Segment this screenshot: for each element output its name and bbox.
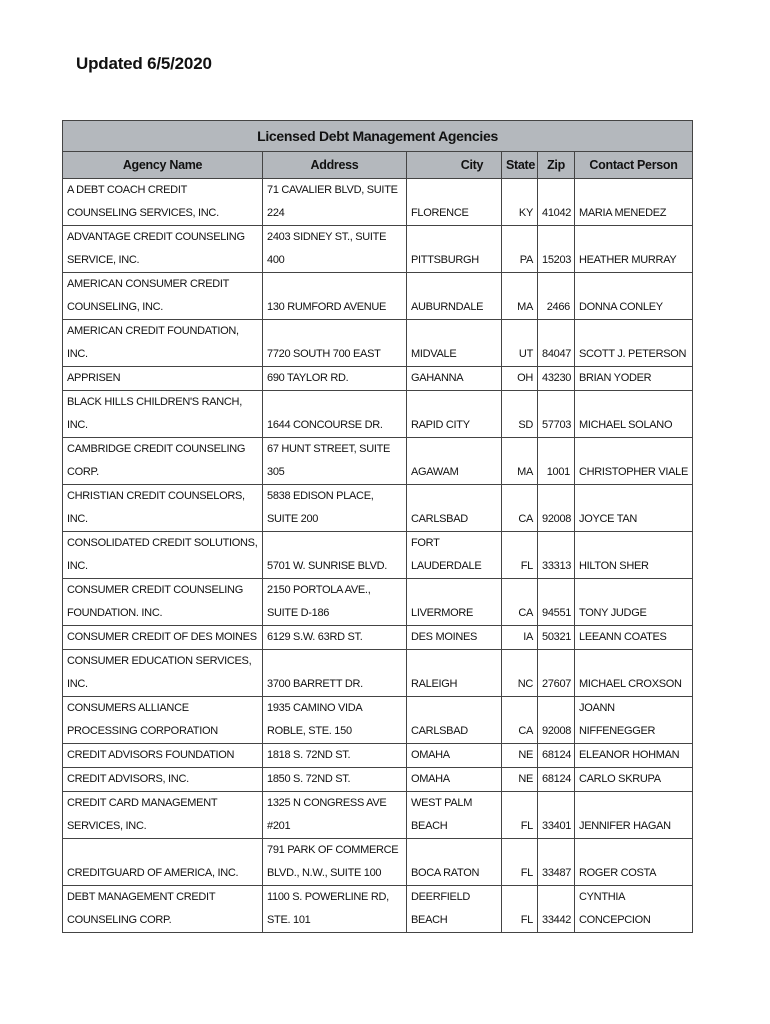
address-cell: 5838 EDISON PLACE, SUITE 200 xyxy=(263,485,407,532)
col-header-agency: Agency Name xyxy=(63,152,263,179)
table-row xyxy=(63,367,693,391)
agency-name-cell: CREDITGUARD OF AMERICA, INC. xyxy=(63,839,263,886)
zip-cell: 43230 xyxy=(538,367,575,391)
agency-name-cell: CREDIT CARD MANAGEMENT SERVICES, INC. xyxy=(63,792,263,839)
zip-cell: 50321 xyxy=(538,626,575,650)
state-cell: KY xyxy=(502,179,538,226)
address-cell: 3700 BARRETT DR. xyxy=(263,650,407,697)
zip-cell: 57703 xyxy=(538,391,575,438)
state-cell: CA xyxy=(502,697,538,744)
state-cell: MA xyxy=(502,438,538,485)
address-cell: 1850 S. 72ND ST. xyxy=(263,768,407,792)
agency-name-cell: ADVANTAGE CREDIT COUNSELING SERVICE, INC. xyxy=(63,226,263,273)
state-cell: CA xyxy=(502,579,538,626)
agency-name-cell: CONSOLIDATED CREDIT SOLUTIONS, INC. xyxy=(63,532,263,579)
table-row xyxy=(63,650,693,697)
zip-cell: 41042 xyxy=(538,179,575,226)
zip-cell: 94551 xyxy=(538,579,575,626)
table-row xyxy=(63,320,693,367)
state-cell: OH xyxy=(502,367,538,391)
city-cell: DES MOINES xyxy=(407,626,502,650)
col-header-zip: Zip xyxy=(538,152,575,179)
city-cell: AGAWAM xyxy=(407,438,502,485)
agency-name-cell: CREDIT ADVISORS FOUNDATION xyxy=(63,744,263,768)
contact-person-cell: JOYCE TAN xyxy=(575,485,693,532)
table-row xyxy=(63,391,693,438)
agencies-table-body xyxy=(63,179,693,933)
col-header-city: City xyxy=(407,152,502,179)
table-title: Licensed Debt Management Agencies xyxy=(63,121,693,152)
address-cell: 71 CAVALIER BLVD, SUITE 224 xyxy=(263,179,407,226)
contact-person-cell: BRIAN YODER xyxy=(575,367,693,391)
address-cell: 690 TAYLOR RD. xyxy=(263,367,407,391)
table-row xyxy=(63,626,693,650)
zip-cell: 68124 xyxy=(538,768,575,792)
contact-person-cell: MICHAEL SOLANO xyxy=(575,391,693,438)
address-cell: 7720 SOUTH 700 EAST xyxy=(263,320,407,367)
address-cell: 1935 CAMINO VIDA ROBLE, STE. 150 xyxy=(263,697,407,744)
state-cell: MA xyxy=(502,273,538,320)
table-row xyxy=(63,886,693,933)
city-cell: GAHANNA xyxy=(407,367,502,391)
agencies-table xyxy=(62,120,693,933)
agency-name-cell: CONSUMERS ALLIANCE PROCESSING CORPORATION xyxy=(63,697,263,744)
address-cell: 1818 S. 72ND ST. xyxy=(263,744,407,768)
state-cell: FL xyxy=(502,839,538,886)
agency-name-cell: BLACK HILLS CHILDREN'S RANCH, INC. xyxy=(63,391,263,438)
city-cell: RALEIGH xyxy=(407,650,502,697)
address-cell: 130 RUMFORD AVENUE xyxy=(263,273,407,320)
city-cell: OMAHA xyxy=(407,768,502,792)
table-row xyxy=(63,273,693,320)
zip-cell: 1001 xyxy=(538,438,575,485)
contact-person-cell: JENNIFER HAGAN xyxy=(575,792,693,839)
address-cell: 1100 S. POWERLINE RD, STE. 101 xyxy=(263,886,407,933)
agency-name-cell: CONSUMER CREDIT OF DES MOINES xyxy=(63,626,263,650)
city-cell: AUBURNDALE xyxy=(407,273,502,320)
table-row xyxy=(63,579,693,626)
city-cell: DEERFIELD BEACH xyxy=(407,886,502,933)
col-header-contact: Contact Person xyxy=(575,152,693,179)
zip-cell: 33487 xyxy=(538,839,575,886)
agency-name-cell: CAMBRIDGE CREDIT COUNSELING CORP. xyxy=(63,438,263,485)
contact-person-cell: SCOTT J. PETERSON xyxy=(575,320,693,367)
state-cell: FL xyxy=(502,886,538,933)
city-cell: BOCA RATON xyxy=(407,839,502,886)
state-cell: FL xyxy=(502,792,538,839)
address-cell: 67 HUNT STREET, SUITE 305 xyxy=(263,438,407,485)
agency-name-cell: DEBT MANAGEMENT CREDIT COUNSELING CORP. xyxy=(63,886,263,933)
contact-person-cell: ELEANOR HOHMAN xyxy=(575,744,693,768)
city-cell: OMAHA xyxy=(407,744,502,768)
agency-name-cell: CONSUMER CREDIT COUNSELING FOUNDATION. INC. xyxy=(63,579,263,626)
state-cell: CA xyxy=(502,485,538,532)
agency-name-cell: CHRISTIAN CREDIT COUNSELORS, INC. xyxy=(63,485,263,532)
state-cell: IA xyxy=(502,626,538,650)
agency-name-cell: APPRISEN xyxy=(63,367,263,391)
zip-cell: 27607 xyxy=(538,650,575,697)
contact-person-cell: LEEANN COATES xyxy=(575,626,693,650)
city-cell: FLORENCE xyxy=(407,179,502,226)
city-cell: CARLSBAD xyxy=(407,697,502,744)
table-row xyxy=(63,744,693,768)
zip-cell: 33313 xyxy=(538,532,575,579)
address-cell: 1644 CONCOURSE DR. xyxy=(263,391,407,438)
state-cell: NE xyxy=(502,768,538,792)
city-cell: RAPID CITY xyxy=(407,391,502,438)
address-cell: 791 PARK OF COMMERCE BLVD., N.W., SUITE 100 xyxy=(263,839,407,886)
city-cell: MIDVALE xyxy=(407,320,502,367)
contact-person-cell: HILTON SHER xyxy=(575,532,693,579)
contact-person-cell: MICHAEL CROXSON xyxy=(575,650,693,697)
table-row xyxy=(63,532,693,579)
col-header-state: State xyxy=(502,152,538,179)
table-row xyxy=(63,839,693,886)
zip-cell: 2466 xyxy=(538,273,575,320)
zip-cell: 92008 xyxy=(538,697,575,744)
contact-person-cell: CHRISTOPHER VIALE xyxy=(575,438,693,485)
updated-date: Updated 6/5/2020 xyxy=(76,54,212,73)
contact-person-cell: CARLO SKRUPA xyxy=(575,768,693,792)
address-cell: 5701 W. SUNRISE BLVD. xyxy=(263,532,407,579)
contact-person-cell: HEATHER MURRAY xyxy=(575,226,693,273)
address-cell: 2150 PORTOLA AVE., SUITE D-186 xyxy=(263,579,407,626)
contact-person-cell: JOANN NIFFENEGGER xyxy=(575,697,693,744)
contact-person-cell: CYNTHIA CONCEPCION xyxy=(575,886,693,933)
city-cell: LIVERMORE xyxy=(407,579,502,626)
table-row xyxy=(63,792,693,839)
city-cell: FORT LAUDERDALE xyxy=(407,532,502,579)
address-cell: 2403 SIDNEY ST., SUITE 400 xyxy=(263,226,407,273)
zip-cell: 33401 xyxy=(538,792,575,839)
agency-name-cell: CONSUMER EDUCATION SERVICES, INC. xyxy=(63,650,263,697)
col-header-address: Address xyxy=(263,152,407,179)
state-cell: NC xyxy=(502,650,538,697)
state-cell: FL xyxy=(502,532,538,579)
table-row xyxy=(63,697,693,744)
contact-person-cell: TONY JUDGE xyxy=(575,579,693,626)
contact-person-cell: DONNA CONLEY xyxy=(575,273,693,320)
state-cell: NE xyxy=(502,744,538,768)
city-cell: CARLSBAD xyxy=(407,485,502,532)
zip-cell: 92008 xyxy=(538,485,575,532)
zip-cell: 15203 xyxy=(538,226,575,273)
table-row xyxy=(63,768,693,792)
state-cell: PA xyxy=(502,226,538,273)
table-row xyxy=(63,226,693,273)
agency-name-cell: AMERICAN CREDIT FOUNDATION, INC. xyxy=(63,320,263,367)
agency-name-cell: AMERICAN CONSUMER CREDIT COUNSELING, INC. xyxy=(63,273,263,320)
table-row xyxy=(63,179,693,226)
city-cell: WEST PALM BEACH xyxy=(407,792,502,839)
table-row xyxy=(63,485,693,532)
table-row xyxy=(63,438,693,485)
zip-cell: 33442 xyxy=(538,886,575,933)
zip-cell: 84047 xyxy=(538,320,575,367)
address-cell: 6129 S.W. 63RD ST. xyxy=(263,626,407,650)
contact-person-cell: MARIA MENEDEZ xyxy=(575,179,693,226)
agency-name-cell: A DEBT COACH CREDIT COUNSELING SERVICES, INC. xyxy=(63,179,263,226)
address-cell: 1325 N CONGRESS AVE #201 xyxy=(263,792,407,839)
state-cell: SD xyxy=(502,391,538,438)
state-cell: UT xyxy=(502,320,538,367)
agency-name-cell: CREDIT ADVISORS, INC. xyxy=(63,768,263,792)
contact-person-cell: ROGER COSTA xyxy=(575,839,693,886)
city-cell: PITTSBURGH xyxy=(407,226,502,273)
zip-cell: 68124 xyxy=(538,744,575,768)
